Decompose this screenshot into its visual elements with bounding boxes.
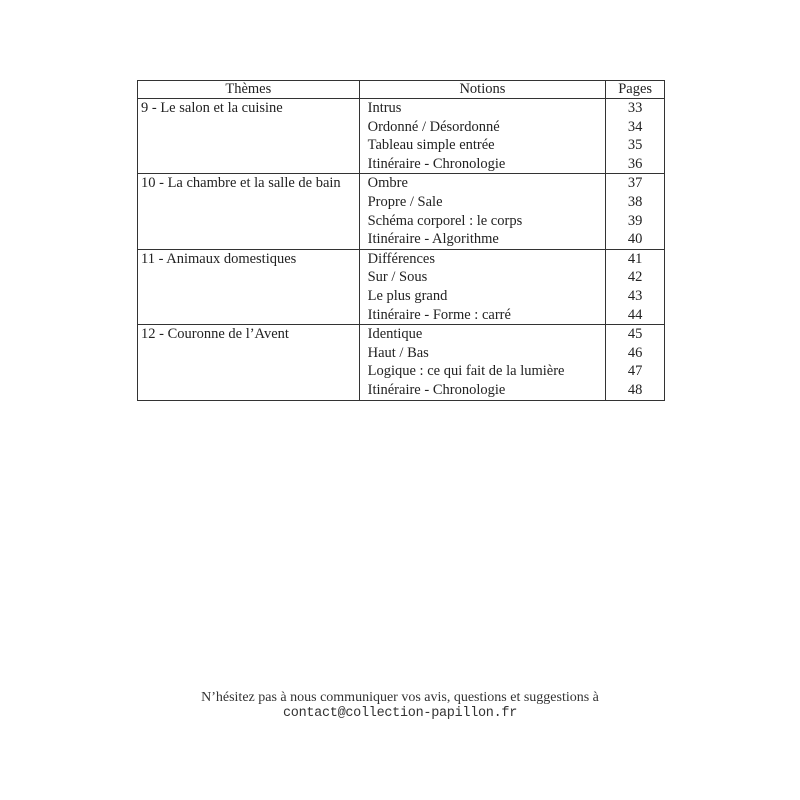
page-number: 46	[627, 344, 643, 361]
pages-cell	[606, 174, 665, 249]
page-number: 48	[627, 381, 643, 398]
header-notions: Notions	[359, 81, 606, 99]
page-number: 41	[627, 250, 643, 267]
page-number: 39	[627, 212, 643, 229]
theme-cell: 11 - Animaux domestiques	[138, 249, 360, 324]
theme-cell: 9 - Le salon et la cuisine	[138, 99, 360, 174]
notions-cell	[359, 99, 606, 174]
notion-item: Identique	[367, 326, 423, 343]
notion-item: Logique : ce qui fait de la lumière	[367, 363, 565, 380]
header-pages: Pages	[606, 81, 665, 99]
theme-cell: 10 - La chambre et la salle de bain	[138, 174, 360, 249]
notion-item: Propre / Sale	[367, 193, 443, 210]
header-themes: Thèmes	[138, 81, 360, 99]
footer	[0, 690, 800, 722]
notion-item: Le plus grand	[367, 287, 448, 304]
page-number: 35	[627, 137, 643, 154]
table-row	[138, 249, 665, 324]
page-number: 34	[627, 118, 643, 135]
table-of-contents	[137, 80, 665, 401]
contact-email[interactable]: contact@collection-papillon.fr	[282, 706, 518, 721]
pages-cell	[606, 249, 665, 324]
table-row	[138, 174, 665, 249]
table-body	[138, 99, 665, 401]
notions-cell	[359, 325, 606, 400]
page-number: 42	[627, 269, 643, 286]
notion-item: Itinéraire - Chronologie	[367, 155, 506, 172]
table-row	[138, 99, 665, 174]
page-number: 36	[627, 155, 643, 172]
pages-cell	[606, 325, 665, 400]
page-number: 44	[627, 306, 643, 323]
notion-item: Schéma corporel : le corps	[367, 212, 523, 229]
notion-item: Différences	[367, 250, 435, 267]
notion-item: Tableau simple entrée	[367, 137, 495, 154]
table-header-row	[138, 81, 665, 99]
notion-item: Intrus	[367, 100, 402, 116]
notion-item: Itinéraire - Algorithme	[367, 231, 499, 248]
page-number: 37	[627, 175, 643, 192]
footer-message: N’hésitez pas à nous communiquer vos avis, questions et suggestions à	[201, 690, 599, 705]
pages-cell	[606, 99, 665, 174]
page-number: 38	[627, 193, 643, 210]
notion-item: Ombre	[367, 175, 408, 192]
notion-item: Itinéraire - Forme : carré	[367, 306, 511, 323]
page-number: 47	[627, 363, 643, 380]
notions-cell	[359, 249, 606, 324]
theme-cell: 12 - Couronne de l’Avent	[138, 325, 360, 400]
table-row	[138, 325, 665, 400]
notion-item: Ordonné / Désordonné	[367, 118, 500, 135]
page-number: 33	[627, 100, 643, 116]
notion-item: Itinéraire - Chronologie	[367, 381, 506, 398]
notion-item: Haut / Bas	[367, 344, 429, 361]
page-number: 43	[627, 287, 643, 304]
notion-item: Sur / Sous	[367, 269, 428, 286]
page-number: 40	[627, 231, 643, 248]
notions-cell	[359, 174, 606, 249]
page-number: 45	[627, 326, 643, 343]
